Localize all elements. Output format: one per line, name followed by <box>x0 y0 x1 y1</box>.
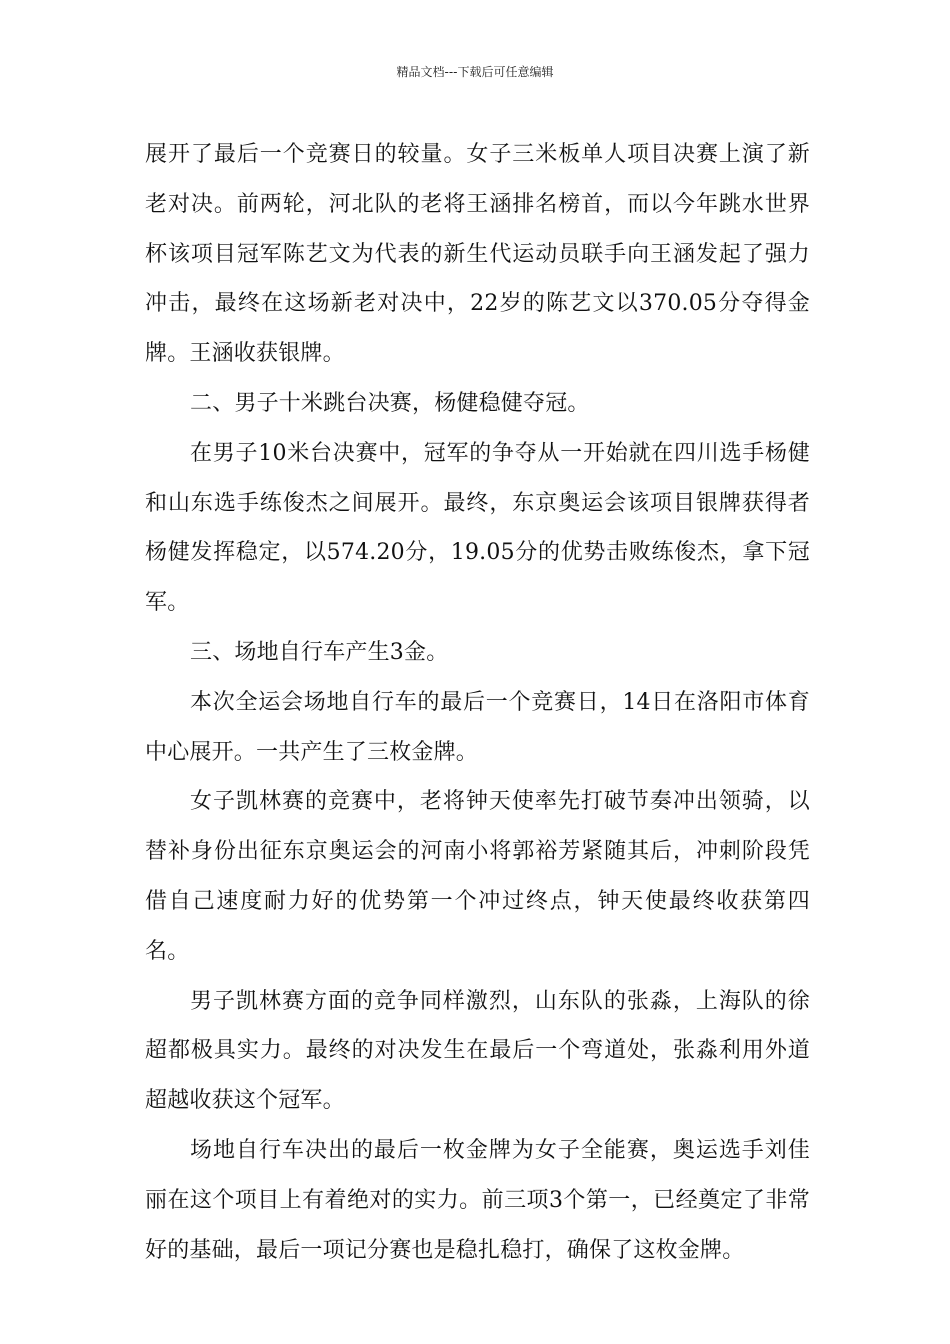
section-heading-diving: 二、男子十米跳台决赛，杨健稳健夺冠。 <box>190 390 590 416</box>
paragraph-cycling-intro: 本次全运会场地自行车的最后一个竞赛日，14日在洛阳市体育中心展开。一共产生了三枚金牌。 <box>145 689 810 765</box>
document-body <box>145 130 810 1275</box>
section-heading-cycling: 三、场地自行车产生3金。 <box>190 639 449 665</box>
paragraph-women-keirin: 女子凯林赛的竞赛中，老将钟天使率先打破节奏冲出领骑，以替补身份出征东京奥运会的河南小将郭裕芳紧随其后，冲刺阶段凭借自己速度耐力好的优势第一个冲过终点，钟天使最终收获第四名。 <box>145 789 810 964</box>
paragraph-men-keirin: 男子凯林赛方面的竞争同样激烈，山东队的张淼，上海队的徐超都极具实力。最终的对决发生在最后一个弯道处，张淼利用外道超越收获这个冠军。 <box>145 988 810 1114</box>
paragraph-diving-result: 在男子10米台决赛中，冠军的争夺从一开始就在四川选手杨健和山东选手练俊杰之间展开。最终，东京奥运会该项目银牌获得者杨健发挥稳定，以574.20分，19.05分的优势击败练俊杰，拿下冠军。 <box>145 440 810 616</box>
page-header: 精品文档---下载后可任意编辑 <box>396 65 554 79</box>
paragraph-continuation: 展开了最后一个竞赛日的较量。女子三米板单人项目决赛上演了新老对决。前两轮，河北队的老将王涵排名榜首，而以今年跳水世界杯该项目冠军陈艺文为代表的新生代运动员联手向王涵发起了强力冲击，最终在这场新老对决中，22岁的陈艺文以370.05分夺得金牌。王涵收获银牌。 <box>145 142 810 367</box>
paragraph-women-omnium: 场地自行车决出的最后一枚金牌为女子全能赛，奥运选手刘佳丽在这个项目上有着绝对的实力。前三项3个第一，已经奠定了非常好的基础，最后一项记分赛也是稳扎稳打，确保了这枚金牌。 <box>145 1137 810 1263</box>
